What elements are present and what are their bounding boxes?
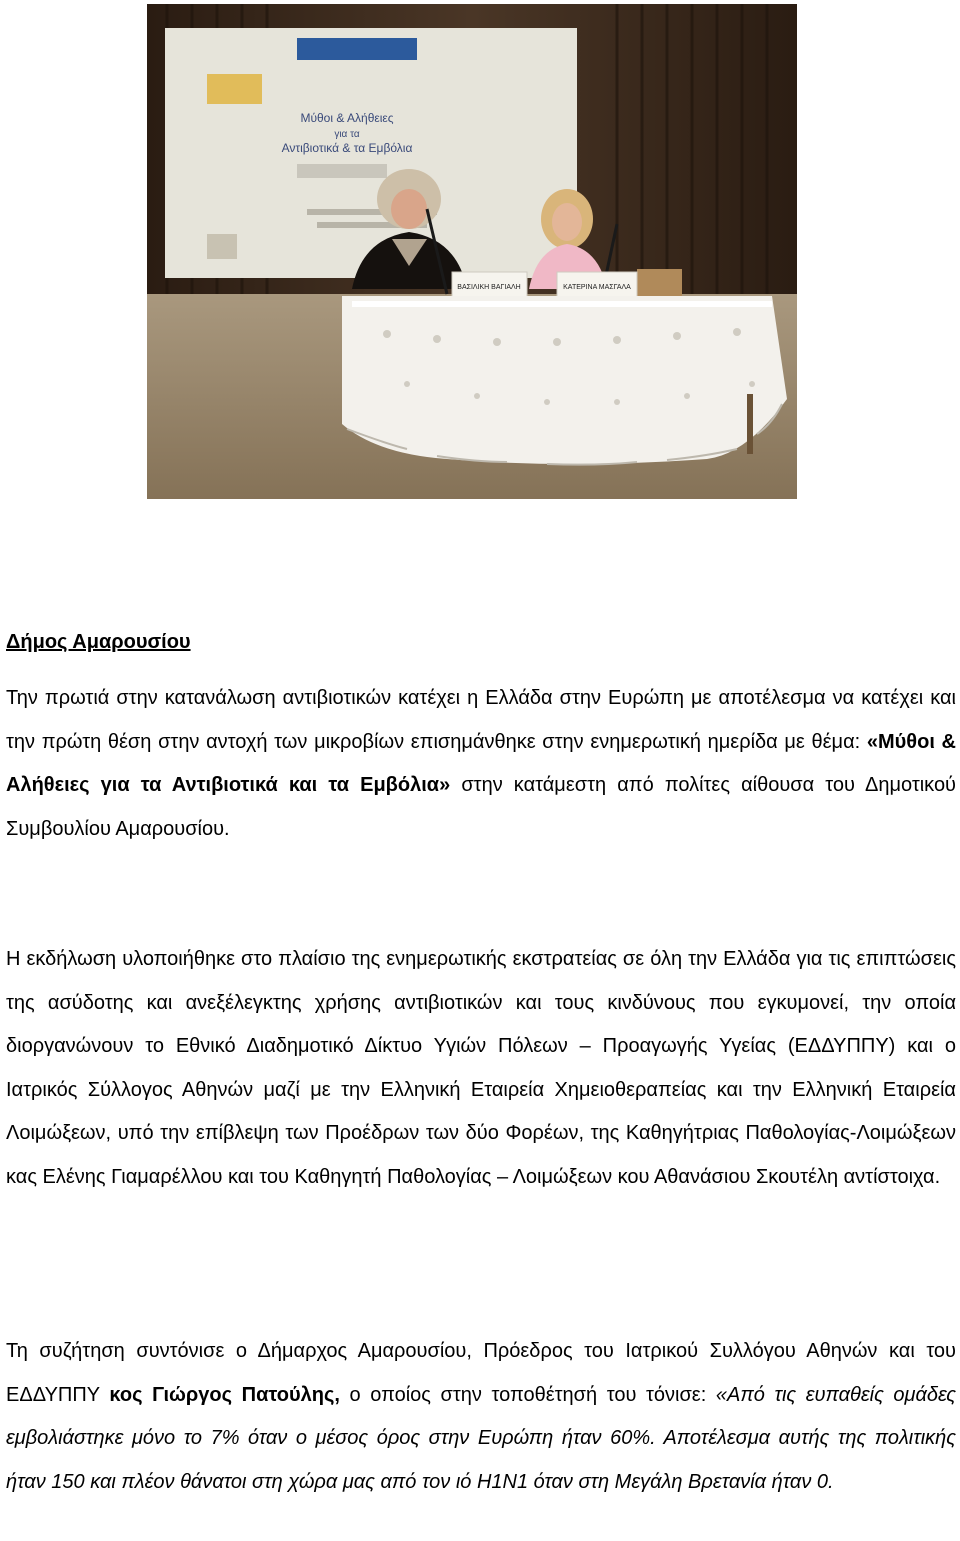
conference-photo <box>147 4 797 499</box>
conference-photo-drawing <box>147 4 797 499</box>
article-heading: Δήμος Αμαρουσίου <box>6 631 191 653</box>
screen-logo <box>297 38 417 60</box>
paragraph-intro-text-2: στην κατάμεστη από πολίτες αίθουσα του Δημοτικού Συμβουλίου Αμαρουσίου. <box>6 774 956 840</box>
nameplate-right-text: ΚΑΤΕΡΙΝΑ ΜΑΣΓΑΛΑ <box>563 284 631 291</box>
event-title: «Μύθοι & Αλήθειες για τα Αντιβιοτικά και τα Εμβόλια» <box>6 730 956 796</box>
screen-title-3: Αντιβιοτικά & τα Εμβόλια <box>281 141 413 155</box>
paragraph-moderator-text-2: ο οποίος στην τοποθέτησή του τόνισε: <box>339 1383 716 1406</box>
screen-date-band <box>297 164 387 178</box>
paragraph-moderator-text-1: Τη συζήτηση συντόνισε ο Δήμαρχος Αμαρουσίου, Πρόεδρος του Ιατρικού Συλλόγου Αθηνών και του ΕΔΔΥΠΠΥ <box>6 1340 956 1406</box>
nameplate-left-text: ΒΑΣΙΛΙΚΗ ΒΑΓΙΑΛΗ <box>457 284 521 291</box>
moderator-name: κος Γιώργος Πατούλης, <box>109 1383 340 1406</box>
paragraph-intro <box>6 677 956 851</box>
moderator-quote: «Από τις ευπαθείς ομάδες εμβολιάστηκε μόνο το 7% όταν ο μέσος όρος στην Ευρώπη ήταν 60%. Αποτέλεσμα αυτής της πολιτικής ήταν 150 και πλέον θάνατοι στη χώρα μας από τον ιό Η1Ν1 όταν στη Μεγάλη Βρετανία ήταν 0. <box>6 1383 957 1493</box>
paragraph-intro-text-1: Την πρωτιά στην κατανάλωση αντιβιοτικών κατέχει η Ελλάδα στην Ευρώπη με αποτέλεσμα να κατέχει και την πρώτη θέση στην αντοχή των μικροβίων επισημάνθηκε στην ενημερωτική ημερίδα με θέμα: <box>6 687 956 753</box>
screen-title-2: για τα <box>334 129 360 140</box>
paragraph-moderator <box>6 1330 956 1504</box>
screen-emblem <box>207 74 262 104</box>
paragraph-event: Η εκδήλωση υλοποιήθηκε στο πλαίσιο της ενημερωτικής εκστρατείας σε όλη την Ελλάδα για τις επιπτώσεις της ασύδοτης και ανεξέλεγκτης χρήσης αντιβιοτικών και τους κινδύνους που εγκυμονεί, την οποία διοργανώνουν το Εθνικό Διαδημοτικό Δίκτυο Υγιών Πόλεων – Προαγωγής Υγείας (ΕΔΔΥΠΠΥ) και ο Ιατρικός Σύλλογος Αθηνών μαζί με την Ελληνική Εταιρεία Χημειοθεραπείας και την Ελληνική Εταιρεία Λοιμώξεων, υπό την επίβλεψη των Προέδρων των δύο Φορέων, της Καθηγήτριας Παθολογίας-Λοιμώξεων κας Ελένης Γιαμαρέλλου και του Καθηγητή Παθολογίας – Λοιμώξεων κου Αθανάσιου Σκουτέλη αντίστοιχα. <box>6 948 956 1188</box>
screen-title-1: Μύθοι & Αλήθειες <box>300 111 394 125</box>
tablecloth <box>342 296 787 464</box>
